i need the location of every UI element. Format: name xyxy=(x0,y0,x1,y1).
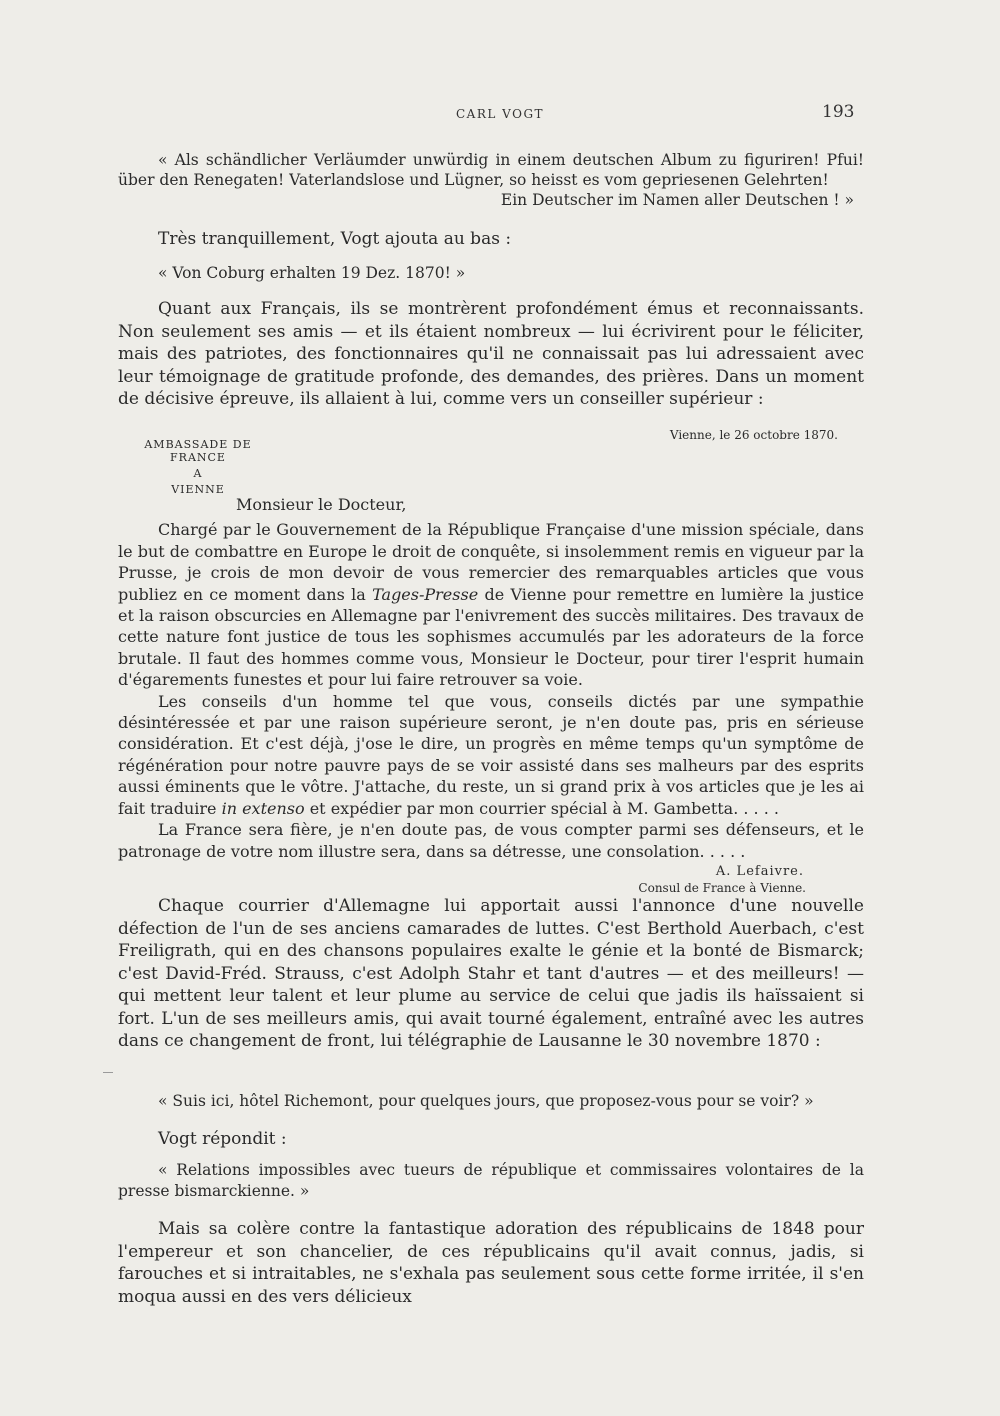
signature-title: Consul de France à Vienne. xyxy=(638,880,806,895)
running-head: CARL VOGT xyxy=(456,107,545,121)
paragraph-5 xyxy=(118,1218,864,1308)
paragraph-2 xyxy=(118,298,864,411)
sender-line-2: A xyxy=(193,467,203,480)
letter-paragraph-2-part-2: et expédier par mon courrier spécial à M. Gambetta. . . . . xyxy=(304,798,779,818)
page-header xyxy=(0,102,1000,126)
margin-mark xyxy=(103,1072,113,1073)
paragraph-1-text: Très tranquillement, Vogt ajouta au bas : xyxy=(158,229,512,249)
paragraph-5-text: Mais sa colère contre la fantastique adoration des républicains de 1848 pour l'empereur et son chancelier, de ces républicains qu'il avait connus, jadis, si farouches et si intraitables, ne s'exhala pas seulement sous cette forme irritée, il s'en moqua aussi en des vers délicieux xyxy=(118,1219,864,1307)
reply-quote xyxy=(118,1160,864,1202)
letter-paragraph-1-part-2: de Vienne pour remettre en lumière la justice et la raison obscurcies en Allemagne par l'enivrement des succès militaires. Des travaux de cette nature font justice de tous les sophismes accumulés par les adorateurs de la force brutale. Il faut des hommes comme vous, Monsieur le Docteur, pour tirer l'esprit humain d'égarements funestes et pour lui faire retrouver sa voie. xyxy=(118,584,864,690)
letter-dateline: Vienne, le 26 octobre 1870. xyxy=(669,428,838,442)
letter-signature-title-wrap xyxy=(118,881,864,895)
paragraph-3 xyxy=(118,895,864,1053)
page-number: 193 xyxy=(822,102,855,122)
german-quote-text: « Als schändlicher Verläumder unwürdig in einem deutschen Album zu figuriren! Pfui! über den Renegaten! Vaterlandslose und Lügner, so heisst es vom gepriesenen Gelehrten! xyxy=(118,151,864,189)
sender-line-3: VIENNE xyxy=(171,483,225,496)
letter-paragraph-1-part-1: Chargé par le Gouvernement de la République Française d'une mission spéciale, dans le but de combattre en Europe le droit de conquête, si insolemment remis en vigueur par la Prusse, je crois de mon devoir de vous remercier des remarquables articles que vous publiez en ce moment dans la xyxy=(118,520,864,604)
sender-line-1: AMBASSADE DE FRANCE xyxy=(144,438,252,464)
paragraph-1 xyxy=(118,228,864,251)
letter-paragraph-3: La France sera fière, je n'en doute pas, de vous compter parmi ses défenseurs, et le patronage de votre nom illustre sera, dans sa détresse, une consolation. . . . . xyxy=(118,820,864,861)
letter xyxy=(118,428,864,895)
paragraph-3-text: Chaque courrier d'Allemagne lui apportait aussi l'annonce d'une nouvelle défection de l'un de ses anciens camarades de luttes. C'est Berthold Auerbach, c'est Freiligrath, qui en des chansons populaires exalte le génie et la bonté de Bismarck; c'est David-Fréd. Strauss, c'est Adolph Stahr et tant d'autres — et des meilleurs! — qui mettent leur talent et leur plume au service de celui que jadis ils haïssaient si fort. L'un de ses meilleurs amis, qui avait tourné également, entraîné avec les autres dans ce changement de front, lui télégraphie de Lausanne le 30 novembre 1870 : xyxy=(118,896,864,1051)
coburg-quote xyxy=(118,262,864,285)
newspaper-title: Tages-Presse xyxy=(372,584,479,604)
paragraph-4-text: Vogt répondit : xyxy=(158,1129,287,1149)
letter-salutation: Monsieur le Docteur, xyxy=(236,495,407,514)
paragraph-2-text: Quant aux Français, ils se montrèrent profondément émus et reconnaissants. Non seulement ses amis — et ils étaient nombreux — lui écrivirent pour le féliciter, mais des patriotes, des fonctionnaires qu'il ne connaissait pas lui adressaient avec leur témoignage de gratitude profonde, des demandes, des prières. Dans un moment de décisive épreuve, ils allaient à lui, comme vers un conseiller supérieur : xyxy=(118,299,864,409)
signature-name: A. Lefaivre. xyxy=(715,863,804,879)
letter-paragraph-1 xyxy=(118,519,864,690)
latin-phrase: in extenso xyxy=(221,798,305,818)
paragraph-4 xyxy=(118,1128,864,1151)
german-quote-signature: Ein Deutscher im Namen aller Deutschen ! » xyxy=(500,191,854,209)
letter-paragraph-2-part-1: Les conseils d'un homme tel que vous, conseils dictés par une sympathie désintéressée et par une raison supérieure seront, je n'en doute pas, pris en sérieuse considération. Et c'est déjà, j'ose le dire, un progrès en même temps qu'un symptôme de régénération pour notre pauvre pays de se voir assisté dans ses malheurs par des esprits aussi éminents que le vôtre. J'attache, du reste, un si grand prix à vos articles que je les ai fait traduire xyxy=(118,691,864,818)
reply-quote-text: « Relations impossibles avec tueurs de république et commissaires volontaires de la presse bismarckienne. » xyxy=(118,1161,864,1200)
telegram-quote-text: « Suis ici, hôtel Richemont, pour quelques jours, que proposez-vous pour se voir? » xyxy=(158,1092,814,1110)
letter-heading xyxy=(118,428,864,496)
telegram-quote xyxy=(118,1090,864,1113)
letter-sender xyxy=(118,438,278,496)
letter-paragraph-2 xyxy=(118,691,864,819)
coburg-quote-text: « Von Coburg erhalten 19 Dez. 1870! » xyxy=(158,264,466,282)
german-quote xyxy=(118,150,864,210)
letter-signature xyxy=(118,864,864,879)
